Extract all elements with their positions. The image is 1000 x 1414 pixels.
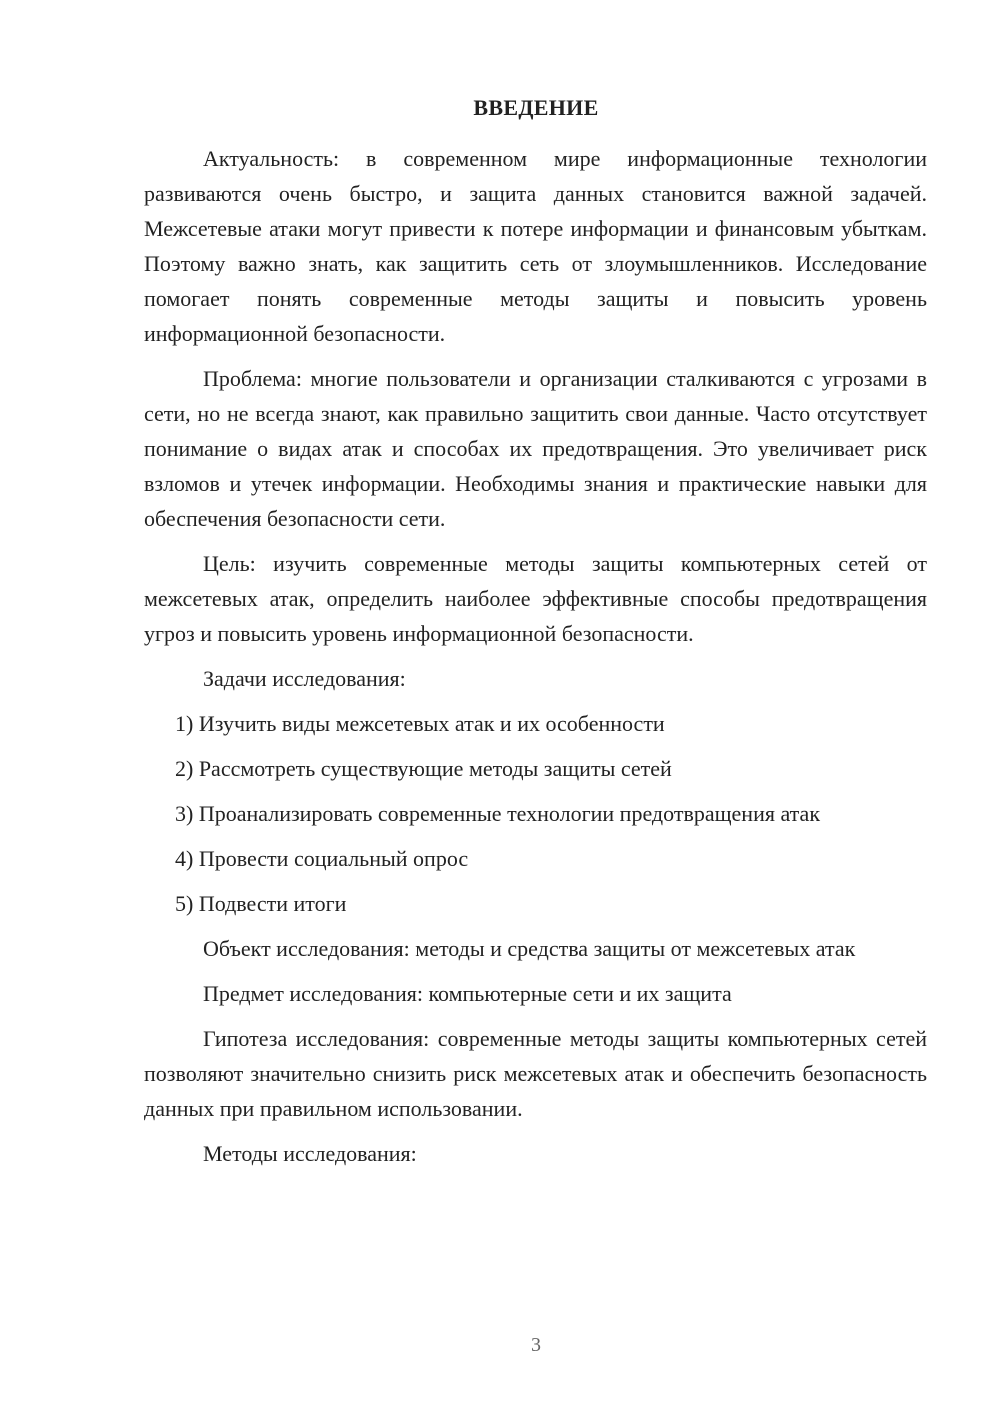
paragraph-subject: Предмет исследования: компьютерные сети и их защита (203, 981, 732, 1006)
paragraph-object: Объект исследования: методы и средства защиты от межсетевых атак (203, 936, 856, 961)
task-item-3: 3) Проанализировать современные технологии предотвращения атак (175, 801, 821, 826)
task-item-1: 1) Изучить виды межсетевых атак и их особенности (175, 711, 665, 736)
task-item-4: 4) Провести социальный опрос (175, 846, 469, 871)
task-item-2: 2) Рассмотреть существующие методы защиты сетей (175, 756, 672, 781)
paragraph-hypothesis: Гипотеза исследования: современные методы защиты компьютерных сетей позволяют значительно снизить риск межсетевых атак и обеспечить безопасность данных при правильном использовании. (144, 1026, 927, 1121)
tasks-title: Задачи исследования: (203, 666, 406, 691)
paragraph-methods: Методы исследования: (203, 1141, 417, 1166)
task-list (144, 706, 927, 921)
paragraph-goal: Цель: изучить современные методы защиты компьютерных сетей от межсетевых атак, определить наиболее эффективные способы предотвращения угроз и повысить уровень информационной безопасности. (144, 551, 927, 646)
document-body (144, 141, 927, 1181)
page-number: 3 (531, 1334, 541, 1356)
section-heading: ВВЕДЕНИЕ (473, 95, 599, 120)
paragraph-relevance: Актуальность: в современном мире информационные технологии развиваются очень быстро, и защита данных становится важной задачей. Межсетевые атаки могут привести к потере информации и финансовым убыткам. Поэтому важно знать, как защитить сеть от злоумышленников. Исследование помогает понять современные методы защиты и повысить уровень информационной безопасности. (144, 146, 927, 346)
paragraph-problem: Проблема: многие пользователи и организации сталкиваются с угрозами в сети, но не всегда знают, как правильно защитить свои данные. Часто отсутствует понимание о видах атак и способах их предотвращения. Это увеличивает риск взломов и утечек информации. Необходимы знания и практические навыки для обеспечения безопасности сети. (144, 366, 927, 531)
task-item-5: 5) Подвести итоги (175, 891, 347, 916)
